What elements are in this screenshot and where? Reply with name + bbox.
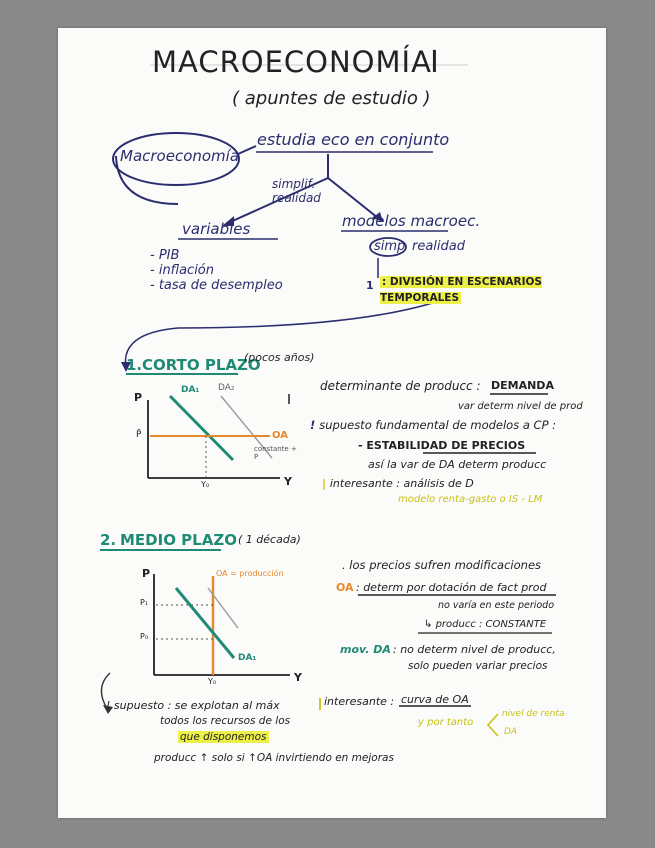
notes-page xyxy=(58,28,606,818)
g1-da2-label: DA₂ xyxy=(218,383,235,393)
g1-oa-label: OA xyxy=(272,430,288,441)
s2-line-mov-da: mov. DA xyxy=(340,643,391,656)
s1-line-determinante: determinante de producc : xyxy=(320,379,481,393)
s2-line-precios: . los precios sufren modificaciones xyxy=(342,558,542,572)
s1-number: 1. xyxy=(126,356,143,374)
g1-x-label: Y xyxy=(284,475,292,488)
s1-title: CORTO PLAZO xyxy=(142,356,261,374)
s2-note: ( 1 década) xyxy=(238,533,301,546)
s2-line-no-varia: no varía en este periodo xyxy=(438,600,555,611)
s1-line-estabilidad: - ESTABILIDAD DE PRECIOS xyxy=(358,439,526,452)
s2-line-interesante: interesante : xyxy=(324,695,395,708)
g1-p-label: P̄ xyxy=(136,430,142,440)
s1-line-modelo: modelo renta-gasto o IS - LM xyxy=(398,494,543,505)
variable-item: - tasa de desempleo xyxy=(150,278,283,293)
g2-da1-line xyxy=(176,588,234,658)
graph-medium-run xyxy=(154,574,290,675)
simplification-note: simplif. realidad xyxy=(272,177,321,205)
s2-title: MEDIO PLAZO xyxy=(120,531,237,549)
variable-item: - inflación xyxy=(150,263,214,278)
s1-line-interesante: | interesante : análisis de D xyxy=(322,477,474,490)
supuesto-line-3: que disponemos xyxy=(180,731,267,743)
g2-y0-label: Y₀ xyxy=(208,677,217,686)
g1-y0-label: Y₀ xyxy=(201,480,210,489)
s1-line-supuesto: ! supuesto fundamental de modelos a CP : xyxy=(310,418,557,432)
g2-p1-label: P₁ xyxy=(140,598,149,607)
division-text: : DIVISIÓN EN ESCENARIOS TEMPORALES xyxy=(380,276,542,305)
g2-y-label: P xyxy=(142,567,151,580)
g2-x-label: Y xyxy=(294,671,302,684)
s2-line-curva: curva de OA xyxy=(401,693,469,706)
s2-line-nivel-renta: nivel de renta xyxy=(502,709,565,719)
g2-oa-label: OA = producción xyxy=(216,569,284,578)
branch-variables: variables xyxy=(182,220,251,238)
root-concept: Macroeconomía xyxy=(120,147,240,165)
simp-label: simp xyxy=(374,239,406,254)
footer-line: producc ↑ solo si ↑OA invirtiendo en mejoras xyxy=(154,752,394,764)
page-title: MACROECONOMÍA xyxy=(152,45,432,79)
s1-line-var-determ: var determ nivel de prod xyxy=(458,401,583,412)
page-title-numeral: I xyxy=(430,45,439,80)
supuesto-line-2: todos los recursos de los xyxy=(160,715,291,727)
s2-line-oa: OA xyxy=(336,581,354,594)
s2-line-constante: ↳ producc : CONSTANTE xyxy=(424,619,547,630)
variable-item: - PIB xyxy=(150,248,180,263)
s2-line-solo-pueden: solo pueden variar precios xyxy=(408,660,548,672)
simp-rest-label: realidad xyxy=(412,239,466,254)
graph-short-run xyxy=(148,396,280,478)
branch-modelos: modelos macroec. xyxy=(342,212,481,230)
g1-da1-line xyxy=(170,396,233,460)
s2-line-por-tanto: y por tanto xyxy=(418,717,474,728)
arrow-root-def xyxy=(238,146,256,154)
g1-da1-label: DA₁ xyxy=(181,385,200,395)
yellow-brace xyxy=(488,714,498,736)
g1-constant-note: constante + P xyxy=(254,445,297,461)
page-subtitle: ( apuntes de estudio ) xyxy=(232,88,431,109)
s1-line-demanda: DEMANDA xyxy=(491,379,554,392)
s2-number: 2. xyxy=(100,531,117,549)
supuesto-line-1: ! supuesto : se explotan al máx xyxy=(106,699,280,712)
g2-da1-label: DA₁ xyxy=(238,653,257,663)
s2-line-da: DA xyxy=(504,727,518,737)
division-prefix: 1 xyxy=(366,279,374,292)
definition-text: estudia eco en conjunto xyxy=(257,130,450,149)
g2-p0-label: P₀ xyxy=(140,632,149,641)
s1-note: (pocos años) xyxy=(244,351,315,364)
s2-line-no-determ: : no determ nivel de producc, xyxy=(393,643,556,656)
g1-y-label: P xyxy=(134,391,143,404)
s1-line-asi: así la var de DA determ producc xyxy=(368,458,547,471)
s2-line-dotacion: : determ por dotación de fact prod xyxy=(356,581,547,594)
